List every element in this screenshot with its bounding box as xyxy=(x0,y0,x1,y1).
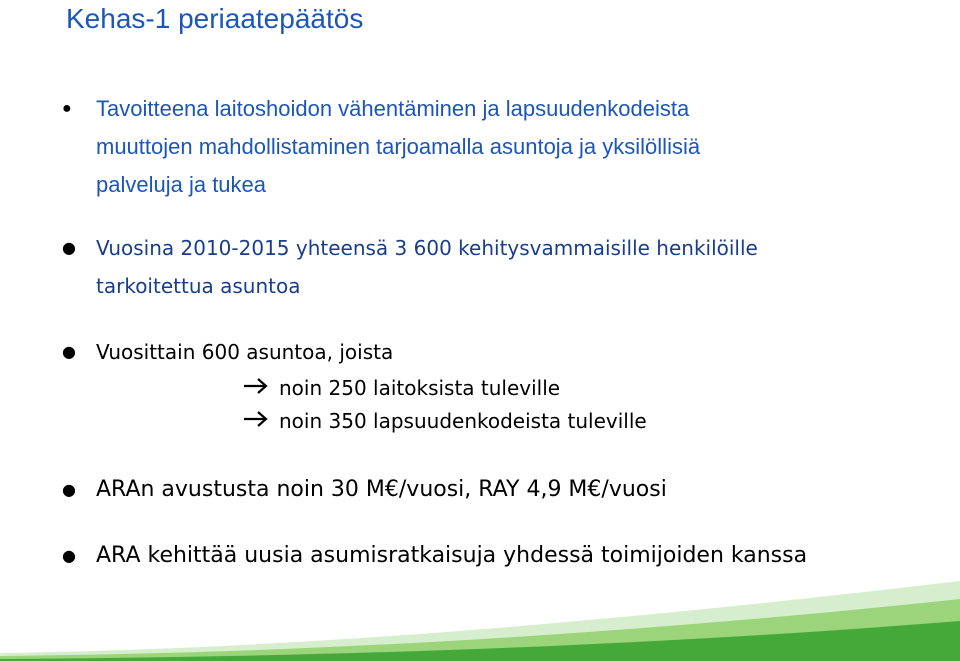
bullet-dot-icon: ● xyxy=(62,342,76,361)
green-swoosh-decoration xyxy=(0,561,960,661)
bullet-dot-icon: ● xyxy=(62,546,76,565)
bullet-development-text: ARA kehittää uusia asumisratkaisuja yhdessä toimijoiden kanssa xyxy=(96,543,808,568)
bullet-annual xyxy=(62,334,394,370)
right-arrow-icon xyxy=(243,370,271,406)
bullet-goal xyxy=(62,90,701,204)
bullet-dot-icon: ● xyxy=(62,480,76,499)
bullet-funding-text: ARAn avustusta noin 30 M€/vuosi, RAY 4,9 M€/vuosi xyxy=(96,477,667,502)
bullet-dot-icon: ● xyxy=(62,238,76,257)
bullet-years-line-1: Vuosina 2010-2015 yhteensä 3 600 kehitysvammaisille henkilöille xyxy=(96,236,758,260)
bullet-goal-line-3: palveluja ja tukea xyxy=(96,172,267,197)
right-arrow-icon xyxy=(243,403,271,439)
bullet-funding xyxy=(62,472,667,508)
bullet-years-line-2: tarkoitettua asuntoa xyxy=(96,274,301,298)
sub-item-childhood-homes xyxy=(243,403,647,439)
sub-item-institutions xyxy=(243,370,560,406)
bullet-annual-line-1: Vuosittain 600 asuntoa, joista xyxy=(96,340,394,364)
slide-title: Kehas-1 periaatepäätös xyxy=(66,3,364,34)
bullet-years xyxy=(62,229,758,305)
sub-item-childhood-homes-text: noin 350 lapsuudenkodeista tuleville xyxy=(279,409,647,433)
sub-item-institutions-text: noin 250 laitoksista tuleville xyxy=(279,376,561,400)
bullet-goal-line-1: Tavoitteena laitoshoidon vähentäminen ja lapsuudenkodeista xyxy=(96,96,690,121)
bullet-dot-icon: ● xyxy=(62,100,72,117)
bullet-goal-line-2: muuttojen mahdollistaminen tarjoamalla asuntoja ja yksilöllisiä xyxy=(96,134,701,159)
